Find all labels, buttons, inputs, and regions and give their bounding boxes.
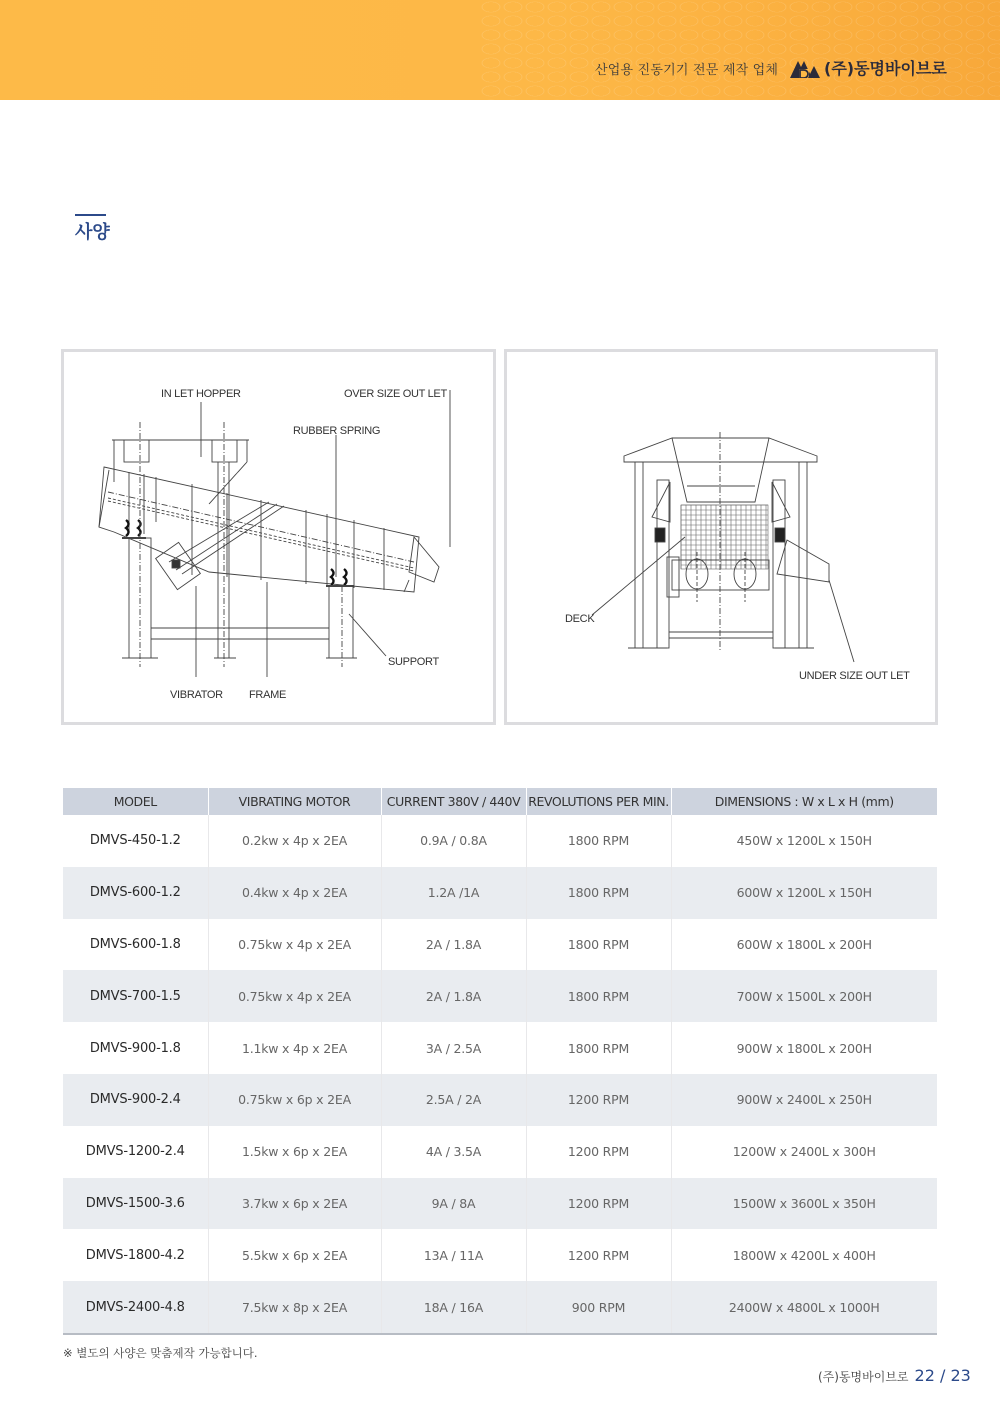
cell-vibrating-motor: 3.7kw x 6p x 2EA	[208, 1178, 381, 1230]
front-view-diagram	[504, 349, 938, 725]
cell-current: 2A / 1.8A	[381, 970, 526, 1022]
cell-model: DMVS-900-1.8	[89, 1040, 181, 1056]
table-row	[63, 919, 937, 971]
cell-dimensions: 700W x 1500L x 200H	[671, 970, 937, 1022]
cell-model: DMVS-700-1.5	[63, 970, 208, 1022]
title-rule	[75, 214, 106, 216]
cell-model: DMVS-600-1.8	[89, 936, 181, 952]
cell-model: DMVS-900-2.4	[63, 1074, 208, 1126]
cell-vibrating-motor: 0.2kw x 4p x 2EA	[208, 815, 381, 867]
label-deck: DECK	[565, 613, 595, 625]
cell-model: DMVS-2400-4.8	[63, 1281, 208, 1334]
cell-vibrating-motor: 5.5kw x 6p x 2EA	[208, 1229, 381, 1281]
cell-model: DMVS-1800-4.2	[85, 1247, 185, 1263]
col-header-vibrating-motor: VIBRATING MOTOR	[208, 788, 381, 815]
table-row	[63, 1074, 937, 1126]
cell-model: DMVS-600-1.2	[63, 867, 208, 919]
side-view-diagram	[61, 349, 496, 725]
cell-vibrating-motor: 1.5kw x 6p x 2EA	[208, 1126, 381, 1178]
cell-rpm: 1200 RPM	[526, 1229, 671, 1281]
cell-vibrating-motor: 0.75kw x 6p x 2EA	[208, 1074, 381, 1126]
col-header-current: CURRENT 380V / 440V	[381, 788, 526, 815]
table-row	[63, 1178, 937, 1230]
cell-current: 13A / 11A	[381, 1229, 526, 1281]
cell-dimensions: 2400W x 4800L x 1000H	[671, 1281, 937, 1334]
cell-rpm: 1800 RPM	[526, 815, 671, 867]
cell-dimensions: 900W x 1800L x 200H	[671, 1022, 937, 1074]
cell-current: 1.2A /1A	[381, 867, 526, 919]
cell-vibrating-motor: 0.4kw x 4p x 2EA	[208, 867, 381, 919]
cell-dimensions: 1200W x 2400L x 300H	[671, 1126, 937, 1178]
cell-rpm: 900 RPM	[526, 1281, 671, 1334]
cell-dimensions: 1800W x 4200L x 400H	[671, 1229, 937, 1281]
table-row	[63, 867, 937, 919]
table-row	[63, 1126, 937, 1178]
cell-dimensions: 900W x 2400L x 250H	[671, 1074, 937, 1126]
cell-vibrating-motor: 1.1kw x 4p x 2EA	[208, 1022, 381, 1074]
cell-current: 9A / 8A	[381, 1178, 526, 1230]
cell-dimensions: 1500W x 3600L x 350H	[671, 1178, 937, 1230]
header-tagline: 산업용 진동기기 전문 제작 업체	[595, 63, 779, 78]
header-band	[0, 0, 1000, 100]
cell-vibrating-motor: 7.5kw x 8p x 2EA	[208, 1281, 381, 1334]
cell-rpm: 1200 RPM	[526, 1074, 671, 1126]
table-row	[63, 815, 937, 867]
brand	[790, 56, 947, 79]
cell-current: 4A / 3.5A	[381, 1126, 526, 1178]
label-rubber-spring: RUBBER SPRING	[293, 425, 381, 437]
spec-table	[63, 788, 937, 1335]
cell-dimensions: 600W x 1800L x 200H	[671, 919, 937, 971]
cell-rpm: 1800 RPM	[526, 970, 671, 1022]
front-view-drawing	[507, 352, 935, 722]
cell-current: 18A / 16A	[381, 1281, 526, 1334]
company-name: (주)동명바이브로	[824, 59, 947, 78]
col-header-rpm: REVOLUTIONS PER MIN.	[526, 788, 671, 815]
cell-dimensions: 450W x 1200L x 150H	[671, 815, 937, 867]
table-row	[63, 1022, 937, 1074]
col-header-dimensions: DIMENSIONS : W x L x H (mm)	[671, 788, 937, 815]
cell-rpm: 1800 RPM	[526, 919, 671, 971]
page-number: 22 / 23	[914, 1366, 971, 1385]
cell-rpm: 1200 RPM	[526, 1126, 671, 1178]
cell-vibrating-motor: 0.75kw x 4p x 2EA	[208, 970, 381, 1022]
cell-model: DMVS-1200-2.4	[85, 1144, 185, 1160]
label-vibrator: VIBRATOR	[170, 689, 223, 701]
cell-dimensions: 600W x 1200L x 150H	[671, 867, 937, 919]
cell-current: 0.9A / 0.8A	[381, 815, 526, 867]
cell-model: DMVS-1500-3.6	[63, 1178, 208, 1230]
footnote: ※ 별도의 사양은 맞춤제작 가능합니다.	[63, 1346, 258, 1360]
label-frame: FRAME	[249, 689, 287, 701]
cell-rpm: 1800 RPM	[526, 867, 671, 919]
label-inlet-hopper: IN LET HOPPER	[161, 388, 241, 400]
label-oversize-outlet: OVER SIZE OUT LET	[344, 388, 447, 400]
cell-current: 2.5A / 2A	[381, 1074, 526, 1126]
dmb-mountain-logo-icon	[790, 58, 820, 78]
page-title: 사양	[75, 222, 110, 243]
cell-current: 3A / 2.5A	[381, 1022, 526, 1074]
table-row	[63, 970, 937, 1022]
page-footer	[818, 1366, 971, 1385]
table-header-row	[63, 788, 937, 815]
cell-current: 2A / 1.8A	[381, 919, 526, 971]
label-undersize-outlet: UNDER SIZE OUT LET	[799, 670, 910, 682]
footer-company: (주)동명바이브로	[818, 1370, 909, 1384]
label-support: SUPPORT	[388, 656, 439, 668]
cell-vibrating-motor: 0.75kw x 4p x 2EA	[208, 919, 381, 971]
table-row	[63, 1229, 937, 1281]
header-pattern	[480, 0, 1000, 100]
cell-rpm: 1800 RPM	[526, 1022, 671, 1074]
cell-model: DMVS-450-1.2	[89, 833, 181, 849]
col-header-model: MODEL	[63, 788, 208, 815]
table-row	[63, 1281, 937, 1334]
cell-rpm: 1200 RPM	[526, 1178, 671, 1230]
